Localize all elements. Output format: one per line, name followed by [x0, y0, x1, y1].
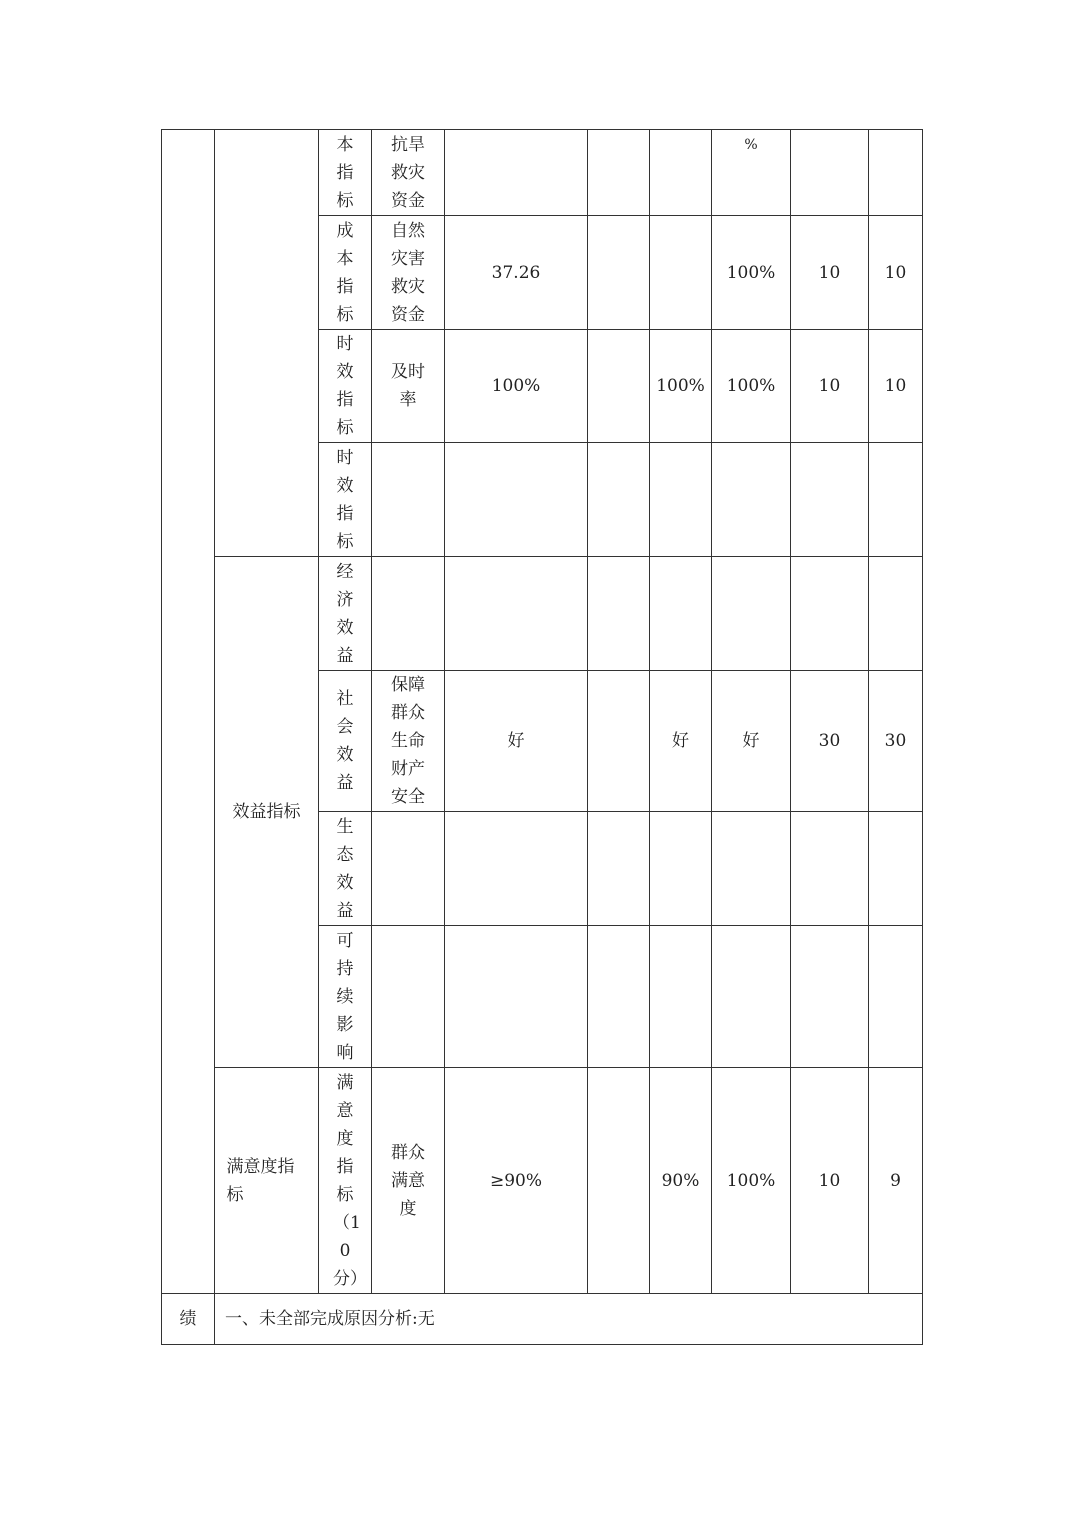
score-weight-cell: 30: [791, 671, 869, 812]
indicator-type-cell: 经济效益: [319, 557, 372, 671]
footer-row: [162, 1294, 923, 1345]
completion-rate-cell: [712, 557, 791, 671]
target-value-cell: [445, 443, 588, 557]
actual-value-cell: 100%: [650, 330, 712, 443]
score-weight-cell: 10: [791, 1068, 869, 1294]
indicator-type-cell: 成本指标: [319, 216, 372, 330]
target-value-cell: [445, 812, 588, 926]
score-cell: 30: [869, 671, 923, 812]
completion-rate-cell: [712, 812, 791, 926]
score-weight-cell: 10: [791, 216, 869, 330]
score-cell: [869, 557, 923, 671]
weight-cell: [588, 443, 650, 557]
score-weight-cell: [791, 130, 869, 216]
weight-cell: [588, 926, 650, 1068]
score-weight-cell: [791, 443, 869, 557]
score-weight-cell: [791, 926, 869, 1068]
score-cell: [869, 926, 923, 1068]
weight-cell: [588, 812, 650, 926]
indicator-name-cell: 及时率: [372, 330, 445, 443]
actual-value-cell: [650, 926, 712, 1068]
actual-value-cell: [650, 130, 712, 216]
indicator-type-cell: 本指标: [319, 130, 372, 216]
actual-value-cell: [650, 443, 712, 557]
category-benefit-cell: 效益指标: [215, 557, 319, 1068]
score-cell: 10: [869, 330, 923, 443]
weight-cell: [588, 671, 650, 812]
target-value-cell: ≥90%: [445, 1068, 588, 1294]
footer-label: 绩: [162, 1294, 215, 1345]
completion-rate-cell: %: [712, 130, 791, 216]
table-row: [162, 130, 923, 216]
indicator-name-cell: [372, 926, 445, 1068]
table-row: [162, 1068, 923, 1294]
indicator-name-cell: 抗旱救灾资金: [372, 130, 445, 216]
table-row: [162, 557, 923, 671]
performance-table: [161, 129, 923, 1345]
indicator-type-cell: 满意度指标（10分）: [319, 1068, 372, 1294]
indicator-type-cell: 时效指标: [319, 443, 372, 557]
indicator-type-cell: 生态效益: [319, 812, 372, 926]
indicator-type-cell: 社会效益: [319, 671, 372, 812]
indicator-name-cell: 保障群众生命财产安全: [372, 671, 445, 812]
indicator-type-cell: 可持续影响: [319, 926, 372, 1068]
actual-value-cell: 90%: [650, 1068, 712, 1294]
completion-rate-cell: [712, 926, 791, 1068]
indicator-name-cell: 自然灾害救灾资金: [372, 216, 445, 330]
target-value-cell: 37.26: [445, 216, 588, 330]
indicator-name-cell: 群众满意度: [372, 1068, 445, 1294]
target-value-cell: [445, 130, 588, 216]
weight-cell: [588, 330, 650, 443]
score-cell: 10: [869, 216, 923, 330]
category-satisfaction-cell: 满意度指标: [215, 1068, 319, 1294]
score-weight-cell: [791, 812, 869, 926]
target-value-cell: [445, 926, 588, 1068]
completion-rate-cell: [712, 443, 791, 557]
indicator-name-cell: [372, 812, 445, 926]
actual-value-cell: 好: [650, 671, 712, 812]
score-weight-cell: [791, 557, 869, 671]
actual-value-cell: [650, 557, 712, 671]
actual-value-cell: [650, 216, 712, 330]
indicator-name-cell: [372, 557, 445, 671]
footer-text: 一、未全部完成原因分析:无: [215, 1294, 923, 1345]
completion-rate-cell: 100%: [712, 330, 791, 443]
indicator-type-cell: 时效指标: [319, 330, 372, 443]
completion-rate-cell: 好: [712, 671, 791, 812]
target-value-cell: 好: [445, 671, 588, 812]
target-value-cell: 100%: [445, 330, 588, 443]
weight-cell: [588, 130, 650, 216]
score-cell: [869, 443, 923, 557]
score-cell: [869, 130, 923, 216]
completion-rate-cell: 100%: [712, 216, 791, 330]
weight-cell: [588, 557, 650, 671]
score-weight-cell: 10: [791, 330, 869, 443]
blank-category-cell: [215, 130, 319, 557]
score-cell: [869, 812, 923, 926]
weight-cell: [588, 216, 650, 330]
completion-rate-cell: 100%: [712, 1068, 791, 1294]
blank-first-col: [162, 130, 215, 1294]
score-cell: 9: [869, 1068, 923, 1294]
weight-cell: [588, 1068, 650, 1294]
actual-value-cell: [650, 812, 712, 926]
indicator-name-cell: [372, 443, 445, 557]
target-value-cell: [445, 557, 588, 671]
